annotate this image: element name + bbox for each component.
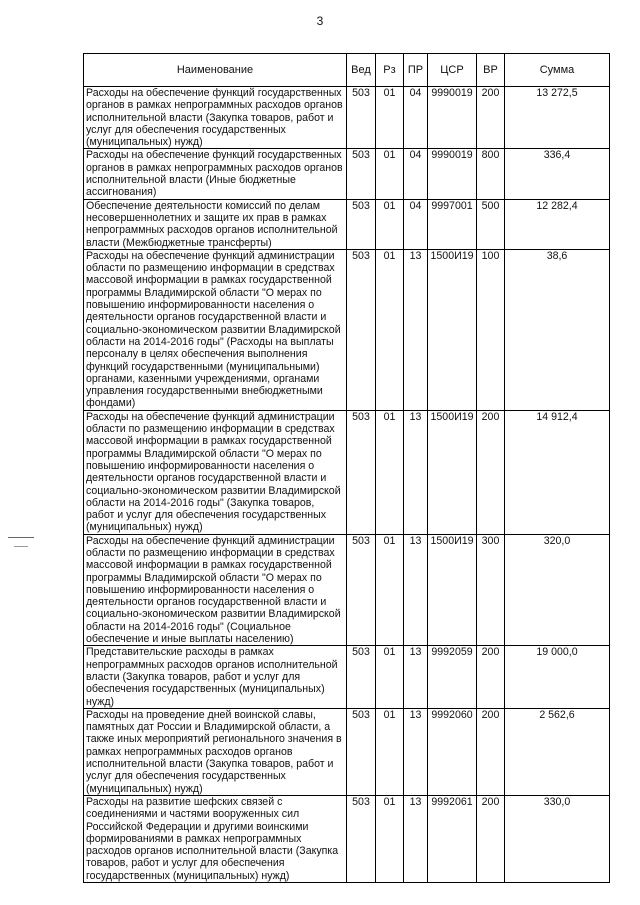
row-csr: 9997001 bbox=[428, 199, 477, 249]
row-pr: 04 bbox=[404, 87, 428, 149]
row-sum: 320,0 bbox=[505, 534, 610, 646]
table-row bbox=[84, 795, 610, 882]
row-name: Расходы на обеспечение функций государственных органов в рамках непрограммных расходов органов исполнительной власти (Иные бюджетные ассигнования) bbox=[84, 149, 347, 199]
row-vr: 300 bbox=[477, 534, 505, 646]
row-name: Расходы на обеспечение функций администрации области по размещению информации в средствах массовой информации в рамках государственной программы Владимирской области "О мерах по повышению информированности населения о деятельности органов государственной власти и социально-экономическом развитии Владимирской области на 2014-2016 годы" (Расходы на выплаты персоналу в целях обеспечения выполнения функций государственными (муниципальными) органами, казенными учреждениями, органами управления государственными внебюджетными фондами) bbox=[84, 249, 347, 410]
row-vr: 200 bbox=[477, 795, 505, 882]
row-sum: 14 912,4 bbox=[505, 410, 610, 534]
row-name: Расходы на обеспечение функций государственных органов в рамках непрограммных расходов органов исполнительной власти (Закупка товаров, работ и услуг для обеспечения государственных (муниципальных) нужд) bbox=[84, 87, 347, 149]
table-row bbox=[84, 87, 610, 149]
row-ved: 503 bbox=[347, 149, 376, 199]
budget-table bbox=[83, 53, 610, 883]
row-pr: 13 bbox=[404, 534, 428, 646]
table-row bbox=[84, 534, 610, 646]
row-sum: 13 272,5 bbox=[505, 87, 610, 149]
row-vr: 200 bbox=[477, 646, 505, 708]
row-ved: 503 bbox=[347, 646, 376, 708]
row-rz: 01 bbox=[376, 149, 404, 199]
row-name: Расходы на проведение дней воинской славы, памятных дат России и Владимирской области, а также иных мероприятий регионального значения в рамках непрограммных расходов органов исполнительной власти (Закупка товаров, работ и услуг для обеспечения государственных (муниципальных) нужд) bbox=[84, 708, 347, 795]
row-csr: 1500И19 bbox=[428, 410, 477, 534]
row-csr: 9990019 bbox=[428, 87, 477, 149]
row-sum: 12 282,4 bbox=[505, 199, 610, 249]
row-vr: 200 bbox=[477, 410, 505, 534]
row-name: Расходы на обеспечение функций администрации области по размещению информации в средствах массовой информации в рамках государственной программы Владимирской области "О мерах по повышению информированности населения о деятельности органов государственной власти и социально-экономическом развитии Владимирской области на 2014-2016 годы" (Социальное обеспечение и иные выплаты населению) bbox=[84, 534, 347, 646]
row-pr: 13 bbox=[404, 708, 428, 795]
table-row bbox=[84, 249, 610, 410]
row-vr: 800 bbox=[477, 149, 505, 199]
row-pr: 13 bbox=[404, 795, 428, 882]
row-ved: 503 bbox=[347, 199, 376, 249]
row-vr: 200 bbox=[477, 87, 505, 149]
header-pr: ПР bbox=[404, 54, 428, 87]
row-rz: 01 bbox=[376, 534, 404, 646]
row-csr: 9992059 bbox=[428, 646, 477, 708]
table-row bbox=[84, 646, 610, 708]
row-ved: 503 bbox=[347, 410, 376, 534]
header-ved: Вед bbox=[347, 54, 376, 87]
row-rz: 01 bbox=[376, 410, 404, 534]
row-csr: 1500И19 bbox=[428, 249, 477, 410]
row-rz: 01 bbox=[376, 708, 404, 795]
table-row bbox=[84, 410, 610, 534]
row-vr: 500 bbox=[477, 199, 505, 249]
header-row bbox=[84, 54, 610, 87]
row-sum: 336,4 bbox=[505, 149, 610, 199]
row-vr: 200 bbox=[477, 708, 505, 795]
row-sum: 38,6 bbox=[505, 249, 610, 410]
row-pr: 13 bbox=[404, 410, 428, 534]
row-name: Обеспечение деятельности комиссий по делам несовершеннолетних и защите их прав в рамках непрограммных расходов органов исполнительной власти (Межбюджетные трансферты) bbox=[84, 199, 347, 249]
page-number: 3 bbox=[316, 14, 324, 28]
row-csr: 9990019 bbox=[428, 149, 477, 199]
row-name: Представительские расходы в рамках непрограммных расходов органов исполнительной власти (Закупка товаров, работ и услуг для обеспечения государственных (муниципальных) нужд) bbox=[84, 646, 347, 708]
row-sum: 19 000,0 bbox=[505, 646, 610, 708]
row-sum: 330,0 bbox=[505, 795, 610, 882]
row-name: Расходы на обеспечение функций администрации области по размещению информации в средствах массовой информации в рамках государственной программы Владимирской области "О мерах по повышению информированности населения о деятельности органов государственной власти и социально-экономическом развитии Владимирской области на 2014-2016 годы" (Закупка товаров, работ и услуг для обеспечения государственных (муниципальных) нужд) bbox=[84, 410, 347, 534]
header-vr: ВР bbox=[477, 54, 505, 87]
row-csr: 9992061 bbox=[428, 795, 477, 882]
row-sum: 2 562,6 bbox=[505, 708, 610, 795]
row-vr: 100 bbox=[477, 249, 505, 410]
row-pr: 04 bbox=[404, 199, 428, 249]
row-ved: 503 bbox=[347, 249, 376, 410]
row-ved: 503 bbox=[347, 708, 376, 795]
row-csr: 1500И19 bbox=[428, 534, 477, 646]
table-row bbox=[84, 199, 610, 249]
header-sum: Сумма bbox=[505, 54, 610, 87]
row-ved: 503 bbox=[347, 534, 376, 646]
row-rz: 01 bbox=[376, 795, 404, 882]
row-pr: 13 bbox=[404, 249, 428, 410]
row-pr: 04 bbox=[404, 149, 428, 199]
header-csr: ЦСР bbox=[428, 54, 477, 87]
row-ved: 503 bbox=[347, 87, 376, 149]
margin-mark bbox=[14, 546, 28, 547]
margin-mark bbox=[8, 537, 34, 538]
row-rz: 01 bbox=[376, 646, 404, 708]
row-pr: 13 bbox=[404, 646, 428, 708]
row-rz: 01 bbox=[376, 199, 404, 249]
row-rz: 01 bbox=[376, 87, 404, 149]
table-row bbox=[84, 708, 610, 795]
row-rz: 01 bbox=[376, 249, 404, 410]
header-name: Наименование bbox=[84, 54, 347, 87]
row-ved: 503 bbox=[347, 795, 376, 882]
row-name: Расходы на развитие шефских связей с соединениями и частями вооруженных сил Российской Федерации и другими воинскими формированиями в рамках непрограммных расходов органов исполнительной власти (Закупка товаров, работ и услуг для обеспечения государственных (муниципальных) нужд) bbox=[84, 795, 347, 882]
table-row bbox=[84, 149, 610, 199]
row-csr: 9992060 bbox=[428, 708, 477, 795]
header-rz: Рз bbox=[376, 54, 404, 87]
